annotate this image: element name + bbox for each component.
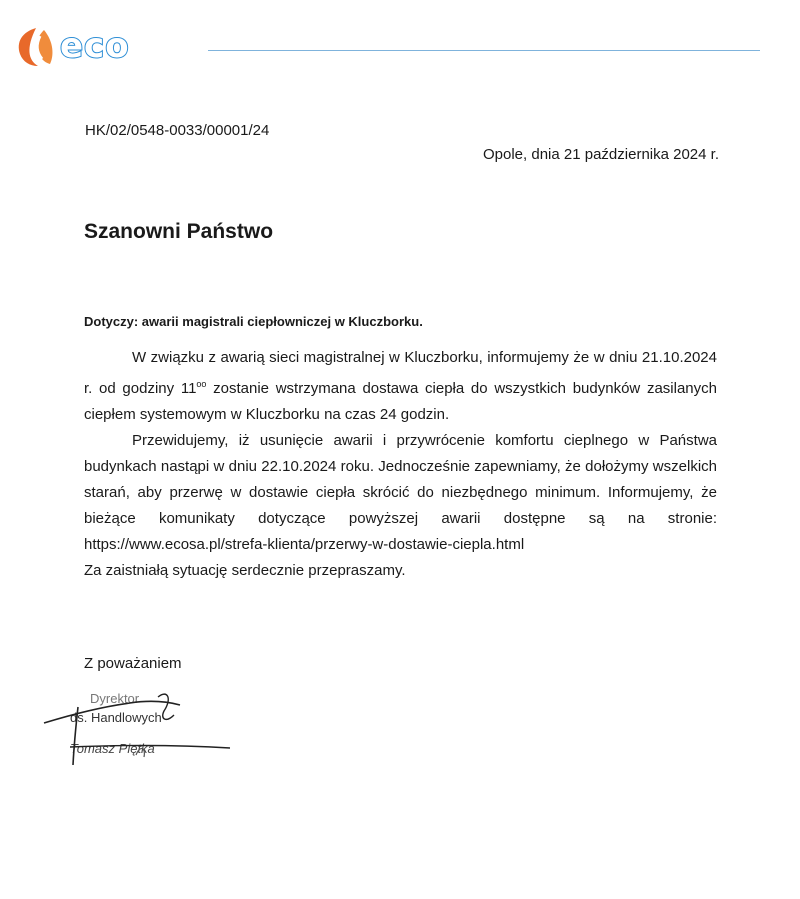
- paragraph-3: Za zaistniałą sytuację serdecznie przepraszamy.: [84, 562, 406, 579]
- logo-text: eco: [60, 26, 130, 66]
- signer-name: Tomasz Piętka: [70, 741, 155, 756]
- signer-title-line1: Dyrektor: [90, 691, 140, 706]
- company-logo: [14, 22, 154, 72]
- salutation: Szanowni Państwo: [84, 220, 274, 243]
- header-divider: [208, 50, 760, 51]
- signer-title-line2: ds. Handlowych: [70, 710, 162, 725]
- closing: Z poważaniem: [84, 655, 182, 672]
- reference-number: HK/02/0548-0033/00001/24: [85, 122, 270, 139]
- place-and-date: Opole, dnia 21 października 2024 r.: [483, 146, 719, 163]
- paragraph-2: Przewidujemy, iż usunięcie awarii i przywrócenie komfortu cieplnego w Państwa budynkach nastąpi w dniu 22.10.2024 roku. Jednocześnie zapewniamy, że dołożymy wszelkich starań, aby przerwę w dostawie ciepła skrócić do niezbędnego minimum. Informujemy, że bieżące komunikaty dotyczące powyższej awarii dostępne są na stronie: https://www.ecosa.pl/strefa-klienta/przerwy-w-dostawie-ciepla.html: [84, 432, 717, 553]
- signature-block: [40, 685, 280, 775]
- paragraph-1: [84, 345, 717, 428]
- subject-line: Dotyczy: awarii magistrali ciepłowniczej w Kluczborku.: [84, 314, 423, 329]
- letter-body: [84, 345, 717, 584]
- eco-flame-logo-icon: [14, 26, 60, 68]
- hour-superscript: oo: [196, 379, 207, 389]
- handwritten-signature-icon: [40, 685, 280, 775]
- paragraph-1-text-a: W związku z awarią sieci magistralnej w Kluczborku, informujemy że w dniu 21.10.2024 r. od godziny 11: [84, 349, 717, 397]
- paragraph-1-text-b: zostanie wstrzymana dostawa ciepła do wszystkich budynków zasilanych ciepłem systemowym w Kluczborku na czas 24 godzin.: [84, 380, 717, 423]
